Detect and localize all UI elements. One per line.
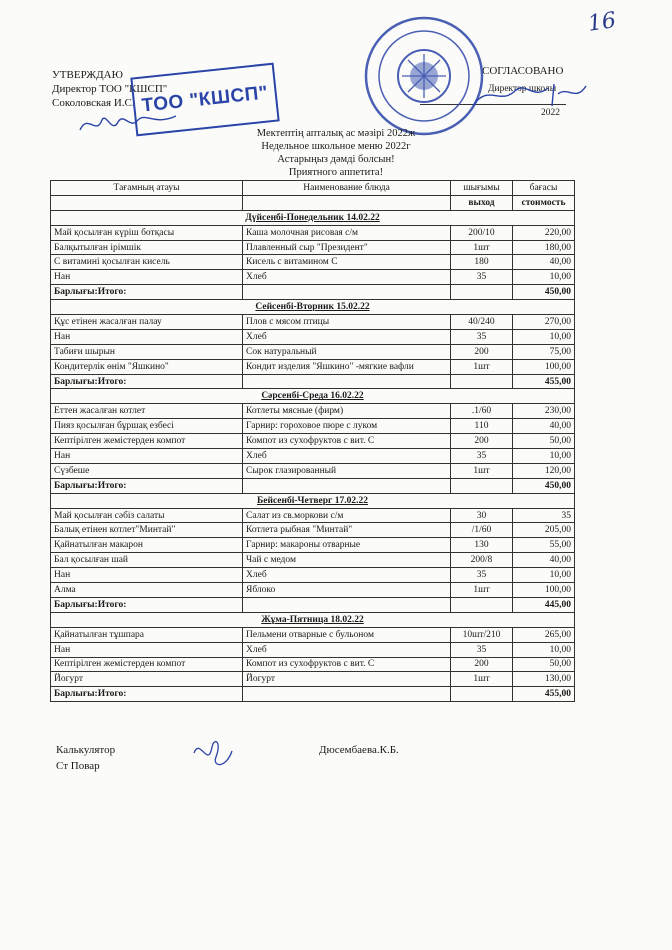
menu-item-row [51, 419, 575, 434]
dish-price: 40,00 [513, 419, 575, 434]
menu-item-row [51, 329, 575, 344]
dish-price: 205,00 [513, 523, 575, 538]
dish-price: 10,00 [513, 568, 575, 583]
dish-price: 230,00 [513, 404, 575, 419]
menu-item-row [51, 568, 575, 583]
dish-name-kz: Қайнатылған макарон [51, 538, 243, 553]
caption-ru-wish: Приятного аппетита! [288, 167, 384, 178]
col-output-ru: выход [451, 195, 513, 210]
dish-name-kz: С витамині қосылған кисель [51, 255, 243, 270]
dish-price: 120,00 [513, 463, 575, 478]
total-blank-2 [451, 374, 513, 389]
agreed-year: 2022 [541, 108, 560, 118]
menu-item-row [51, 642, 575, 657]
total-value: 455,00 [513, 687, 575, 702]
total-value: 455,00 [513, 374, 575, 389]
dish-name-ru: Салат из св.моркови с/м [243, 508, 451, 523]
dish-name-kz: Кондитерлік өнім "Яшкино" [51, 359, 243, 374]
dish-price: 10,00 [513, 642, 575, 657]
day-title: Сейсенбі-Вторник 15.02.22 [51, 300, 575, 315]
dish-name-ru: Йогурт [243, 672, 451, 687]
dish-name-kz: Табиғи шырын [51, 344, 243, 359]
menu-item-row [51, 523, 575, 538]
dish-output: 1шт [451, 583, 513, 598]
page-number: 16 [586, 8, 618, 37]
dish-price: 75,00 [513, 344, 575, 359]
dish-name-ru: Хлеб [243, 449, 451, 464]
menu-item-row [51, 553, 575, 568]
total-blank-1 [243, 285, 451, 300]
calculator-signature [186, 733, 236, 773]
dish-name-kz: Кептірілген жемістерден компот [51, 657, 243, 672]
caption-kz-title: Мектептің апталық ас мәзірі 2022ж [256, 128, 416, 139]
total-row [51, 597, 575, 612]
menu-item-row [51, 434, 575, 449]
dish-output: 35 [451, 270, 513, 285]
agreed-position: Директор школы [488, 84, 557, 94]
total-blank-1 [243, 687, 451, 702]
dish-output: 35 [451, 568, 513, 583]
dish-price: 265,00 [513, 627, 575, 642]
dish-name-kz: Құс етінен жасалған палау [51, 315, 243, 330]
dish-price: 270,00 [513, 315, 575, 330]
day-title: Жұма-Пятница 18.02.22 [51, 612, 575, 627]
dish-name-kz: Сүзбеше [51, 463, 243, 478]
dish-output: 1шт [451, 240, 513, 255]
dish-output: 200 [451, 434, 513, 449]
dish-name-ru: Хлеб [243, 568, 451, 583]
total-row [51, 374, 575, 389]
total-row [51, 478, 575, 493]
dish-output: 110 [451, 419, 513, 434]
dish-price: 10,00 [513, 329, 575, 344]
dish-output: .1/60 [451, 404, 513, 419]
dish-name-ru: Плавленный сыр "Президент" [243, 240, 451, 255]
dish-price: 10,00 [513, 270, 575, 285]
dish-name-kz: Балық етінен котлет"Минтай" [51, 523, 243, 538]
dish-name-kz: Бал қосылған шай [51, 553, 243, 568]
calculator-label: Калькулятор [56, 744, 116, 756]
dish-price: 40,00 [513, 553, 575, 568]
total-blank-1 [243, 478, 451, 493]
subheader-blank-1 [51, 195, 243, 210]
dish-name-ru: Хлеб [243, 270, 451, 285]
dish-output: 1шт [451, 463, 513, 478]
dish-name-ru: Гарнир: гороховое пюре с луком [243, 419, 451, 434]
total-blank-2 [451, 478, 513, 493]
total-blank-1 [243, 374, 451, 389]
total-row [51, 285, 575, 300]
dish-name-kz: Нан [51, 329, 243, 344]
total-label: Барлығы:Итого: [51, 478, 243, 493]
round-seal [362, 14, 486, 138]
subheader-blank-2 [243, 195, 451, 210]
dish-output: 35 [451, 642, 513, 657]
dish-output: 35 [451, 449, 513, 464]
day-title: Сәрсенбі-Среда 16.02.22 [51, 389, 575, 404]
day-title-row [51, 210, 575, 225]
total-label: Барлығы:Итого: [51, 597, 243, 612]
dish-price: 100,00 [513, 359, 575, 374]
dish-name-kz: Алма [51, 583, 243, 598]
dish-name-ru: Компот из сухофруктов с вит. С [243, 434, 451, 449]
calculator-name: Дюсембаева.К.Б. [319, 744, 399, 756]
total-label: Барлығы:Итого: [51, 285, 243, 300]
dish-output: 200/10 [451, 225, 513, 240]
dish-name-kz: Нан [51, 270, 243, 285]
dish-output: 200/8 [451, 553, 513, 568]
total-blank-2 [451, 687, 513, 702]
dish-price: 50,00 [513, 434, 575, 449]
dish-name-ru: Компот из сухофруктов с вит. С [243, 657, 451, 672]
dish-name-ru: Хлеб [243, 642, 451, 657]
dish-output: /1/60 [451, 523, 513, 538]
total-label: Барлығы:Итого: [51, 687, 243, 702]
dish-name-ru: Хлеб [243, 329, 451, 344]
menu-item-row [51, 672, 575, 687]
col-name-ru: Наименование блюда [243, 181, 451, 196]
total-blank-2 [451, 285, 513, 300]
dish-output: 1шт [451, 672, 513, 687]
dish-price: 50,00 [513, 657, 575, 672]
dish-name-kz: Нан [51, 568, 243, 583]
menu-item-row [51, 240, 575, 255]
dish-price: 130,00 [513, 672, 575, 687]
total-row [51, 687, 575, 702]
dish-name-ru: Котлета рыбная "Минтай" [243, 523, 451, 538]
dish-name-ru: Чай с медом [243, 553, 451, 568]
menu-item-row [51, 404, 575, 419]
agreed-block [482, 64, 563, 78]
dish-output: 200 [451, 657, 513, 672]
approve-name: Соколовская И.С. [52, 97, 135, 109]
dish-name-ru: Сок натуральный [243, 344, 451, 359]
dish-output: 30 [451, 508, 513, 523]
menu-item-row [51, 627, 575, 642]
dish-name-ru: Сырок глазированный [243, 463, 451, 478]
dish-output: 1шт [451, 359, 513, 374]
col-output-kz: шығымы [451, 181, 513, 196]
dish-name-ru: Плов с мясом птицы [243, 315, 451, 330]
total-value: 450,00 [513, 285, 575, 300]
dish-output: 40/240 [451, 315, 513, 330]
col-price-kz: бағасы [513, 181, 575, 196]
dish-price: 40,00 [513, 255, 575, 270]
dish-output: 180 [451, 255, 513, 270]
approve-title: УТВЕРЖДАЮ [52, 69, 123, 81]
day-title-row [51, 493, 575, 508]
agreed-title: СОГЛАСОВАНО [482, 65, 564, 77]
dish-price: 55,00 [513, 538, 575, 553]
dish-output: 130 [451, 538, 513, 553]
menu-item-row [51, 344, 575, 359]
dish-output: 200 [451, 344, 513, 359]
caption-kz-wish: Астарыңыз дәмді болсын! [277, 154, 395, 165]
menu-item-row [51, 657, 575, 672]
menu-item-row [51, 449, 575, 464]
day-title: Бейсенбі-Четверг 17.02.22 [51, 493, 575, 508]
director-school-signature [470, 80, 590, 110]
total-label: Барлығы:Итого: [51, 374, 243, 389]
col-name-kz: Тағамның атауы [51, 181, 243, 196]
dish-name-kz: Йогурт [51, 672, 243, 687]
menu-item-row [51, 270, 575, 285]
menu-item-row [51, 255, 575, 270]
dish-name-kz: Еттен жасалған котлет [51, 404, 243, 419]
company-stamp: ТОО "КШСП" [130, 63, 279, 137]
dish-name-kz: Қайнатылған тұшпара [51, 627, 243, 642]
dish-name-kz: Пияз қосылған бұршақ езбесі [51, 419, 243, 434]
day-title-row [51, 300, 575, 315]
dish-price: 35 [513, 508, 575, 523]
dish-price: 180,00 [513, 240, 575, 255]
total-blank-2 [451, 597, 513, 612]
header-row [51, 181, 575, 196]
chef-label: Ст Повар [56, 760, 100, 772]
dish-name-ru: Котлеты мясные (фирм) [243, 404, 451, 419]
total-value: 445,00 [513, 597, 575, 612]
menu-item-row [51, 359, 575, 374]
dish-name-ru: Пельмени отварные с бульоном [243, 627, 451, 642]
menu-item-row [51, 315, 575, 330]
dish-name-ru: Кондит изделия "Яшкино" -мягкие вафли [243, 359, 451, 374]
day-title-row [51, 389, 575, 404]
dish-name-kz: Нан [51, 449, 243, 464]
approve-position: Директор ТОО "КШСП" [52, 83, 168, 95]
total-value: 450,00 [513, 478, 575, 493]
day-title: Дүйсенбі-Понедельник 14.02.22 [51, 210, 575, 225]
dish-name-ru: Кисель с витамином С [243, 255, 451, 270]
dish-output: 35 [451, 329, 513, 344]
dish-name-ru: Яблоко [243, 583, 451, 598]
dish-name-kz: Нан [51, 642, 243, 657]
dish-name-ru: Гарнир: макароны отварные [243, 538, 451, 553]
menu-item-row [51, 225, 575, 240]
menu-item-row [51, 583, 575, 598]
subheader-row [51, 195, 575, 210]
dish-name-kz: Кептірілген жемістерден компот [51, 434, 243, 449]
day-title-row [51, 612, 575, 627]
col-price-ru: стоимость [513, 195, 575, 210]
menu-item-row [51, 463, 575, 478]
dish-price: 220,00 [513, 225, 575, 240]
total-blank-1 [243, 597, 451, 612]
menu-item-row [51, 538, 575, 553]
dish-price: 100,00 [513, 583, 575, 598]
dish-price: 10,00 [513, 449, 575, 464]
dish-name-kz: Балқытылған ірімшік [51, 240, 243, 255]
dish-name-ru: Каша молочная рисовая с/м [243, 225, 451, 240]
caption-ru-title: Недельное школьное меню 2022г [261, 141, 411, 152]
menu-item-row [51, 508, 575, 523]
dish-output: 10шт/210 [451, 627, 513, 642]
dish-name-kz: Май қосылған сәбіз салаты [51, 508, 243, 523]
dish-name-kz: Май қосылған күріш ботқасы [51, 225, 243, 240]
menu-table [50, 180, 575, 702]
